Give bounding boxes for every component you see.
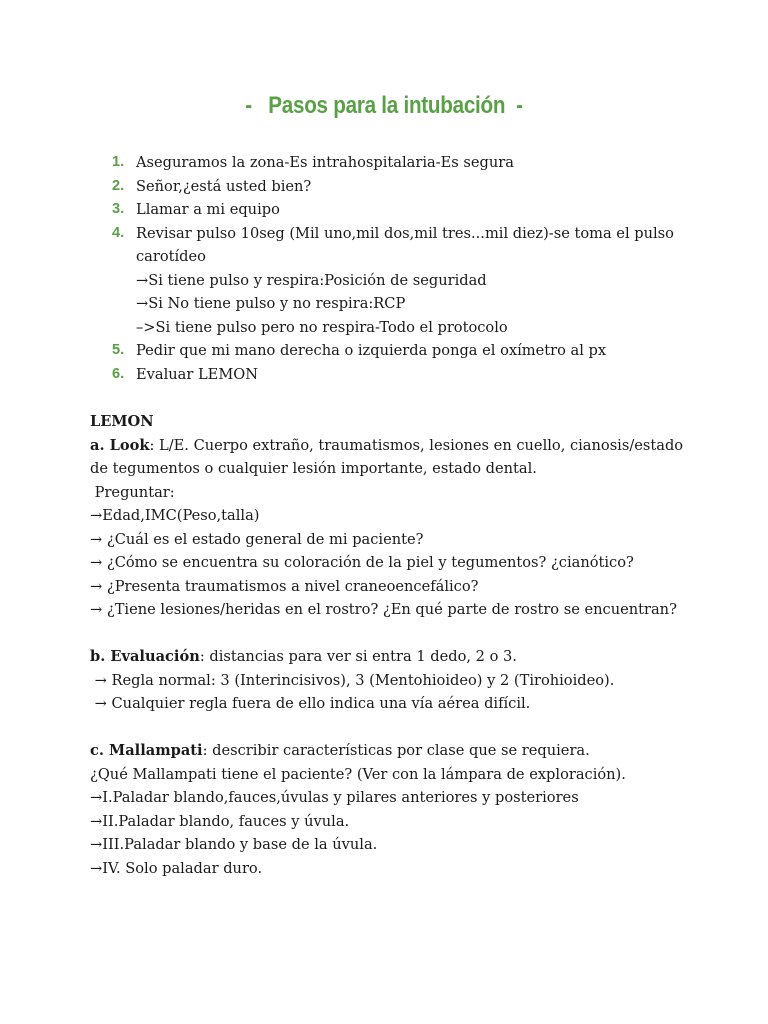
list-number: 3. (112, 201, 125, 217)
ask-line: Preguntar: (90, 483, 175, 501)
list-item (90, 198, 690, 222)
mallampati-line: →III.Paladar blando y base de la úvula. (90, 836, 378, 853)
list-item (90, 222, 690, 340)
list-number: 1. (112, 154, 125, 170)
evaluacion-line: → Regla normal: 3 (Interincisivos), 3 (Mentohioideo) y 2 (Tirohioideo). (90, 671, 615, 689)
sub-line: →Si No tiene pulso y no respira:RCP (136, 295, 406, 312)
evaluacion-label: b. Evaluación (90, 648, 200, 665)
evaluacion-text: : distancias para ver si entra 1 dedo, 2 o 3. (199, 648, 517, 665)
list-item-text: Llamar a mi equipo (136, 201, 280, 218)
list-item (90, 151, 690, 175)
look-paragraph (90, 434, 690, 481)
question-line: → ¿Cómo se encuentra su coloración de la piel y tegumentos? ¿cianótico? (90, 554, 634, 571)
list-number: 6. (112, 365, 125, 382)
list-number: 2. (112, 177, 125, 194)
look-label: a. Look (90, 436, 150, 454)
question-line: →Edad,IMC(Peso,talla) (90, 507, 260, 524)
list-item (90, 339, 690, 363)
sub-line: →Si tiene pulso y respira:Posición de seguridad (136, 271, 487, 289)
spacer (90, 622, 690, 646)
list-item-text: Evaluar LEMON (136, 365, 259, 383)
sub-line: –>Si tiene pulso pero no respira-Todo el protocolo (136, 318, 508, 336)
list-number: 5. (112, 342, 125, 358)
mallampati-line: →II.Paladar blando, fauces y úvula. (90, 812, 350, 830)
list-item-text: Pedir que mi mano derecha o izquierda ponga el oxímetro al px (136, 342, 607, 359)
list-item-text: Señor,¿está usted bien? (136, 177, 312, 195)
list-item (90, 363, 690, 387)
list-item (90, 175, 690, 199)
spacer (90, 716, 690, 740)
mallampati-label: c. Mallampati (90, 742, 203, 759)
evaluacion-paragraph (90, 645, 690, 669)
steps-list (90, 151, 690, 386)
mallampati-paragraph (90, 739, 690, 763)
mallampati-line: →IV. Solo paladar duro. (90, 859, 263, 877)
question-line: → ¿Tiene lesiones/heridas en el rostro? ¿En qué parte de rostro se encuentran? (90, 601, 677, 618)
page-title: - Pasos para la intubación - (245, 92, 523, 119)
question-line: → ¿Cuál es el estado general de mi paciente? (90, 530, 424, 548)
mallampati-line: ¿Qué Mallampati tiene el paciente? (Ver con la lámpara de exploración). (90, 765, 626, 783)
list-number: 4. (112, 224, 125, 241)
lemon-section (90, 410, 690, 880)
list-item-text: Aseguramos la zona-Es intrahospitalaria-Es segura (136, 154, 514, 171)
list-item-text: Revisar pulso 10seg (Mil uno,mil dos,mil tres...mil diez)-se toma el pulso carotídeo (136, 224, 674, 265)
evaluacion-line: → Cualquier regla fuera de ello indica una vía aérea difícil. (90, 695, 531, 712)
look-text: : L/E. Cuerpo extraño, traumatismos, lesiones en cuello, cianosis/estado de tegumentos o cualquier lesión importante, estado dental. (90, 436, 684, 477)
question-line: → ¿Presenta traumatismos a nivel craneoencefálico? (90, 577, 479, 595)
mallampati-text: : describir características por clase que se requiera. (202, 742, 590, 759)
lemon-heading: LEMON (90, 413, 154, 430)
mallampati-line: →I.Paladar blando,fauces,úvulas y pilares anteriores y posteriores (90, 789, 579, 806)
